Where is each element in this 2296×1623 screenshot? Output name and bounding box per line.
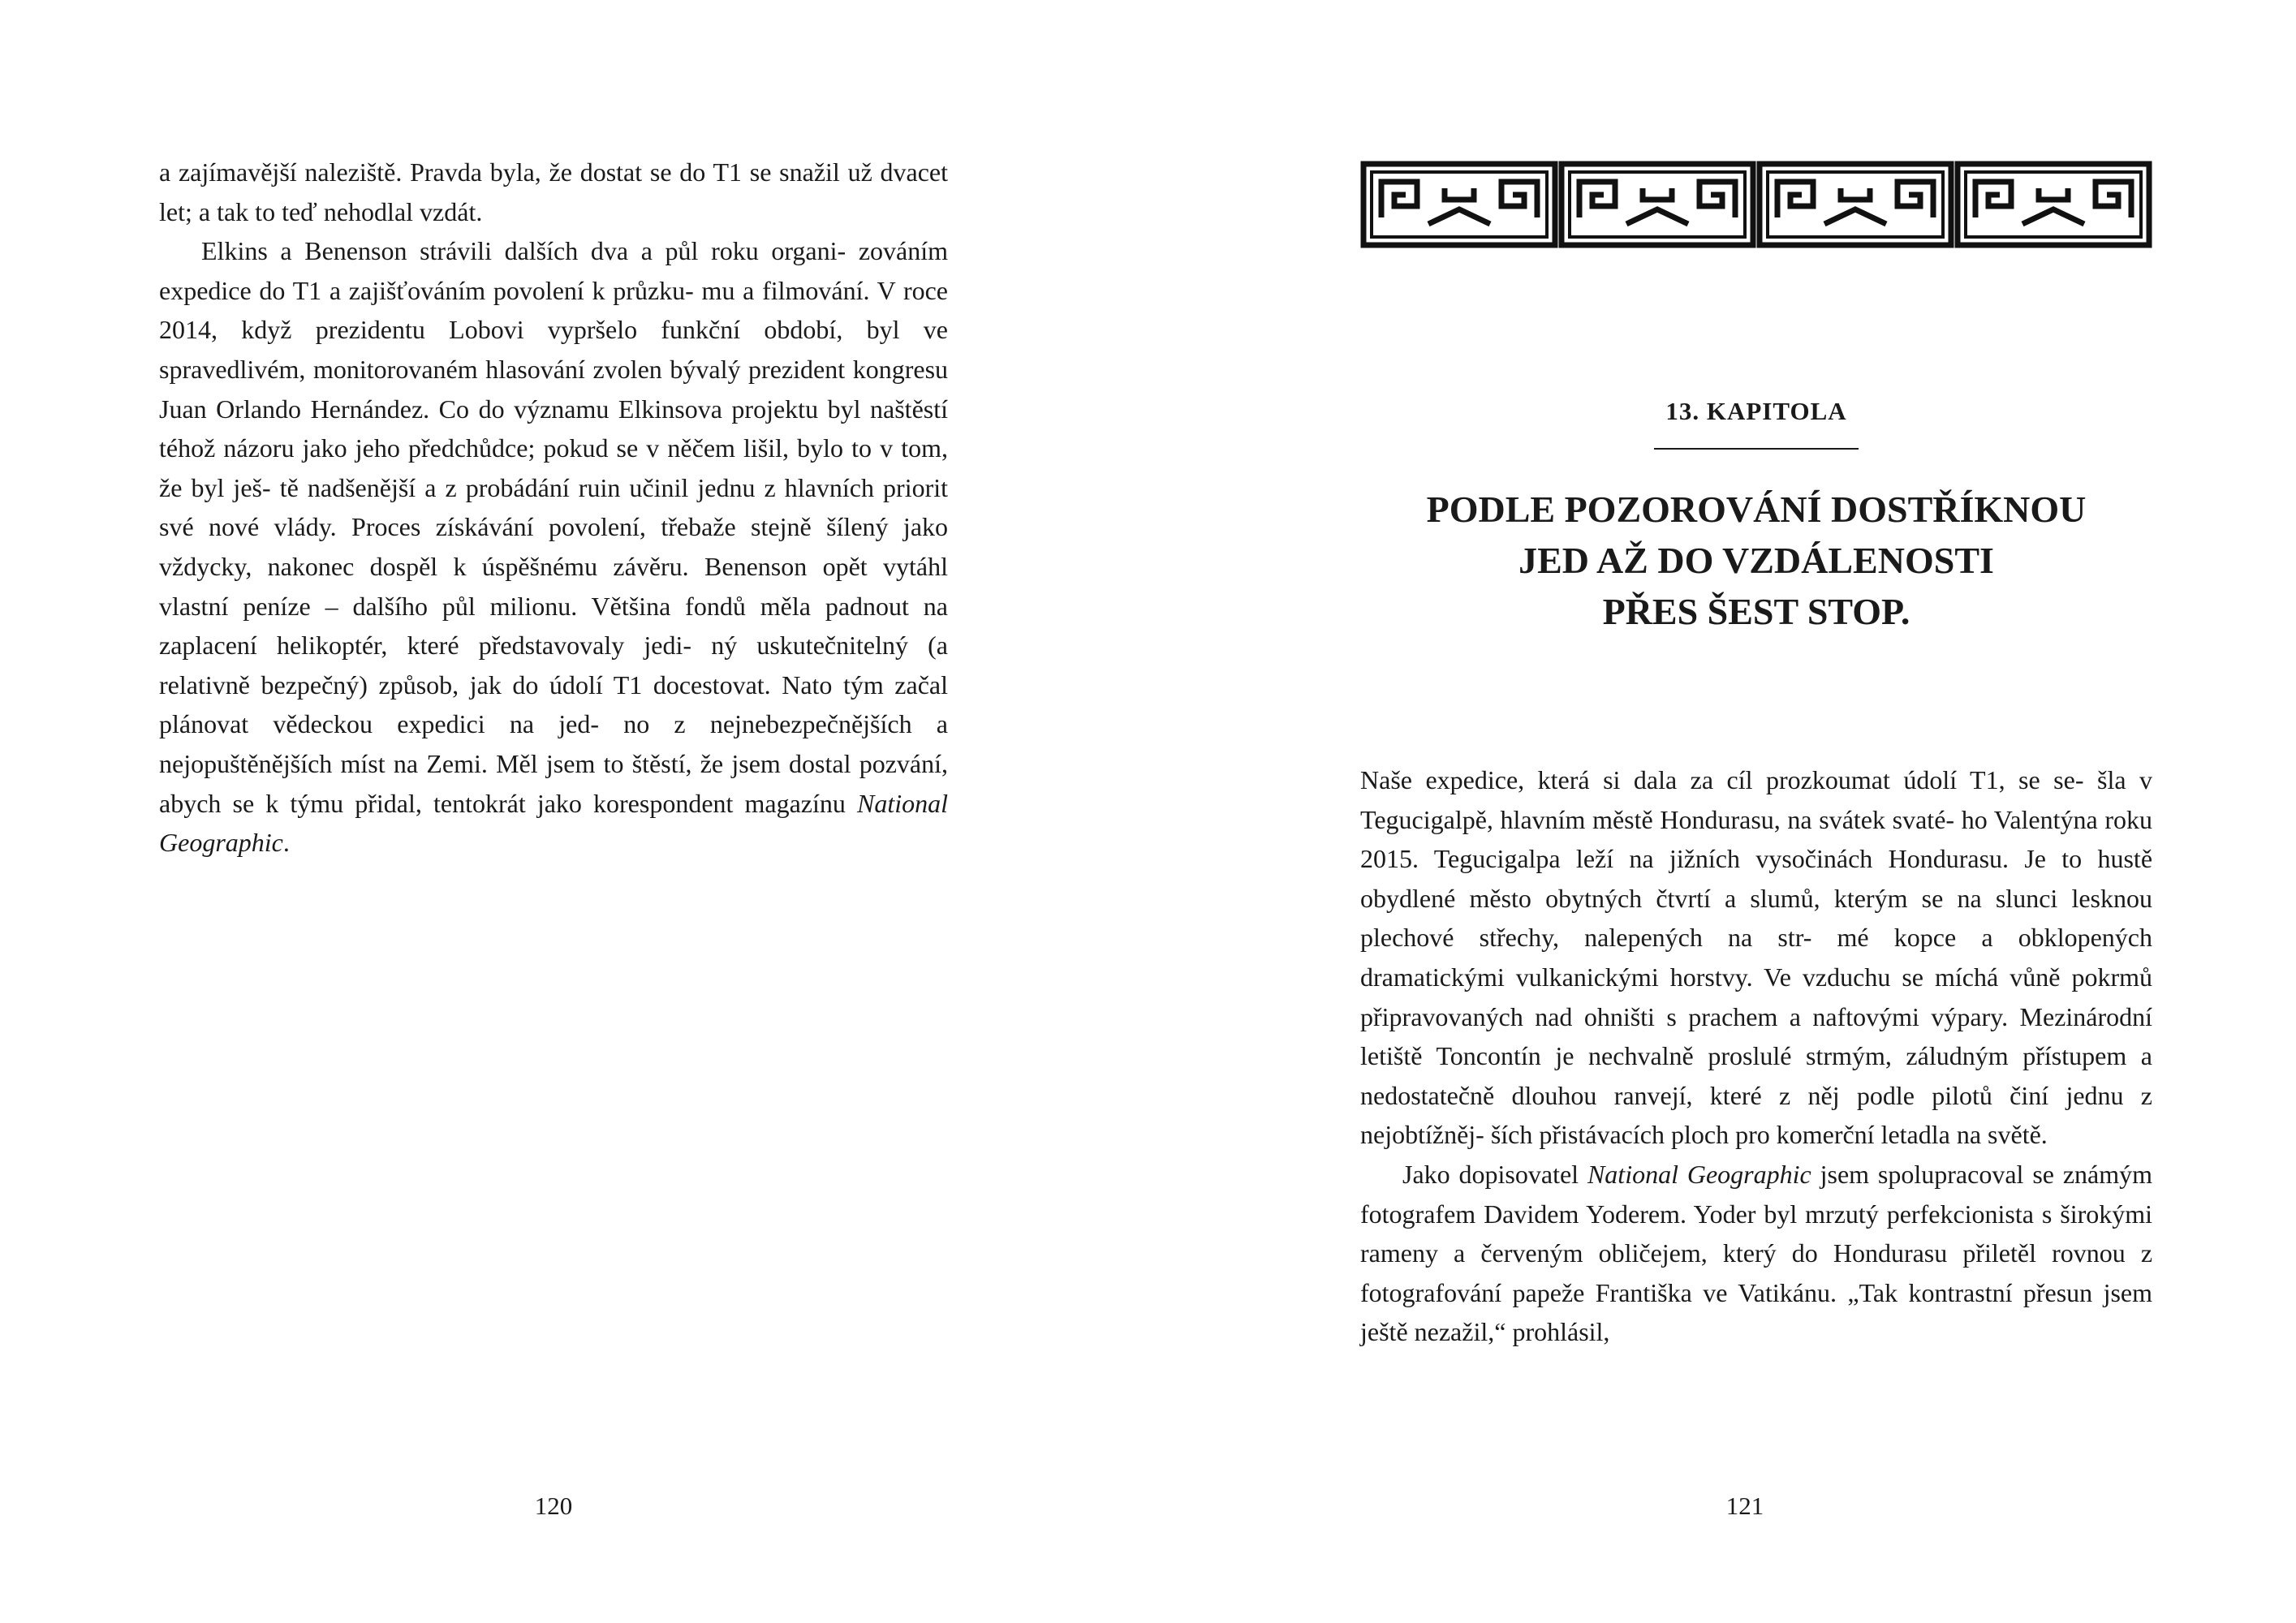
italic-title: National Geographic bbox=[159, 788, 949, 858]
paragraph bbox=[1360, 760, 2152, 1155]
left-body-text bbox=[159, 153, 948, 863]
text-line: no z nejnebezpečnějších a nejopuštěnějších míst na Zemi. Měl bbox=[159, 709, 949, 778]
text-line: do Hondurasu přiletěl rovnou z fotografování papeže Františka bbox=[1360, 1238, 2153, 1307]
text-line: jsem to štěstí, že jsem dostal pozvání, abych se k týmu přidal, bbox=[159, 748, 949, 818]
text-line: šla v Tegucigalpě, hlavním městě Hondurasu, na svátek svaté- bbox=[1360, 765, 2153, 834]
text-line bbox=[1402, 1160, 2023, 1189]
spiral-hook-left bbox=[1777, 182, 1813, 217]
spiral-hook-right bbox=[1501, 182, 1537, 217]
center-step bbox=[1841, 188, 1870, 200]
text-line: ve Vatikánu. „Tak kontrastní přesun jsem ještě nezažil,“ prohlásil, bbox=[1360, 1277, 2153, 1347]
spiral-hook-right bbox=[1898, 182, 1933, 217]
text-line: ších přistávacích ploch pro komerční letadla na světě. bbox=[1490, 1120, 2048, 1150]
page-number: 120 bbox=[534, 1492, 573, 1520]
right-page bbox=[1148, 0, 2296, 1623]
text-line: se známým fotografem Davidem Yoderem. Yoder byl mrzutý bbox=[1360, 1159, 2153, 1229]
text-run: tentokrát jako korespondent magazínu bbox=[433, 788, 857, 818]
paragraph bbox=[159, 231, 948, 863]
chapter-label: 13. KAPITOLA bbox=[1665, 397, 1847, 425]
text-line: jeho předchůdce; pokud se v něčem lišil, bylo to v tom, že byl ješ- bbox=[159, 433, 949, 502]
spiral-hook-left bbox=[1579, 182, 1615, 217]
chapter-title-line: JED AŽ DO VZDÁLENOSTI bbox=[1518, 540, 1994, 581]
text-line: funkční období, byl ve spravedlivém, monitorovaném hlasování bbox=[159, 315, 948, 384]
text-line: a zajímavější naleziště. Pravda byla, že dostat se do T1 se snažil bbox=[159, 157, 840, 187]
center-step bbox=[1445, 188, 1474, 200]
text-line: nechvalně proslulé strmým, záludným přístupem a nedostatečně bbox=[1360, 1041, 2153, 1110]
text-run: jsem spolupracoval bbox=[1811, 1159, 2024, 1189]
spiral-hook-right bbox=[1699, 182, 1735, 217]
text-line: Naše expedice, která si dala za cíl prozkoumat údolí T1, se se- bbox=[1360, 765, 2084, 794]
paragraph bbox=[1360, 1155, 2152, 1352]
text-line: dlouhou ranvejí, které z něj podle pilotů činí jednu z nejobtížněj- bbox=[1360, 1080, 2153, 1150]
text-line: Hondurasu. Je to hustě obydlené město obytných čtvrtí a slumů, bbox=[1360, 844, 2153, 913]
text-line: zováním expedice do T1 a zajišťováním povolení k průzku- bbox=[159, 236, 949, 305]
text-run: Jako dopisovatel bbox=[1402, 1159, 1587, 1189]
text-line: perfekcionista s širokými rameny a červeným obličejem, který bbox=[1360, 1199, 2153, 1268]
center-chevron bbox=[1428, 209, 1490, 224]
center-step bbox=[1643, 188, 1672, 200]
text-line: docestovat. Nato tým začal plánovat vědeckou expedici na jed- bbox=[159, 669, 949, 739]
text-line: mu a filmování. V roce 2014, když prezidentu Lobovi vypršelo bbox=[159, 275, 949, 345]
center-chevron bbox=[2022, 209, 2084, 224]
right-body-text bbox=[1360, 760, 2152, 1352]
text-line: Elkins a Benenson strávili dalších dva a půl roku organi- bbox=[201, 236, 846, 266]
text-line: do významu Elkinsova projektu byl naštěstí téhož názoru jako bbox=[159, 394, 949, 463]
text-line: své nové vlády. Proces získávání povolení, třebaže stejně šílený bbox=[159, 512, 889, 542]
text-line: už dvacet let; a tak to teď nehodlal vzdát. bbox=[159, 157, 949, 226]
chapter-rule bbox=[1654, 448, 1859, 450]
chapter-title bbox=[1360, 484, 2152, 637]
text-run: . bbox=[282, 828, 290, 858]
text-line: jako vždycky, nakonec dospěl k úspěšnému závěru. Benenson bbox=[159, 512, 949, 581]
italic-title: National Geographic bbox=[1587, 1159, 1811, 1189]
text-line: opět vytáhl vlastní peníze – dalšího půl milionu. Většina fondů bbox=[159, 551, 949, 621]
chapter-title-line: PODLE POZOROVÁNÍ DOSTŘÍKNOU bbox=[1426, 489, 2087, 530]
spiral-hook-left bbox=[1975, 182, 2011, 217]
text-line: zvolen bývalý prezident kongresu Juan Orlando Hernández. Co bbox=[159, 354, 949, 424]
text-line: Ve vzduchu se míchá vůně pokrmů připravovaných nad ohništi bbox=[1360, 962, 2153, 1031]
text-line: ho Valentýna roku 2015. Tegucigalpa leží na jižních vysočinách bbox=[1360, 804, 2152, 874]
page-number: 121 bbox=[1725, 1492, 1764, 1520]
text-line: ný uskutečnitelný (a relativně bezpečný) způsob, jak do údolí T1 bbox=[159, 631, 949, 700]
text-line: měla padnout na zaplacení helikoptér, které představovaly jedi- bbox=[159, 591, 949, 661]
center-step bbox=[2039, 188, 2068, 200]
spiral-hook-left bbox=[1381, 182, 1417, 217]
center-chevron bbox=[1824, 209, 1886, 224]
text-line: s prachem a naftovými výpary. Mezinárodní letiště Toncontín je bbox=[1360, 1001, 2153, 1071]
text-line: kterým se na slunci lesknou plechové střechy, nalepených na str- bbox=[1360, 883, 2152, 953]
center-chevron bbox=[1626, 209, 1688, 224]
text-line: mé kopce a obklopených dramatickými vulkanickými horstvy. bbox=[1360, 923, 2152, 992]
paragraph bbox=[159, 153, 948, 231]
spiral-hook-right bbox=[2096, 182, 2131, 217]
greek-key-ornament bbox=[1360, 159, 2152, 250]
chapter-title-line: PŘES ŠEST STOP. bbox=[1602, 591, 1910, 632]
text-line: tě nadšenější a z probádání ruin učinil jednu z hlavních priorit bbox=[279, 472, 949, 502]
